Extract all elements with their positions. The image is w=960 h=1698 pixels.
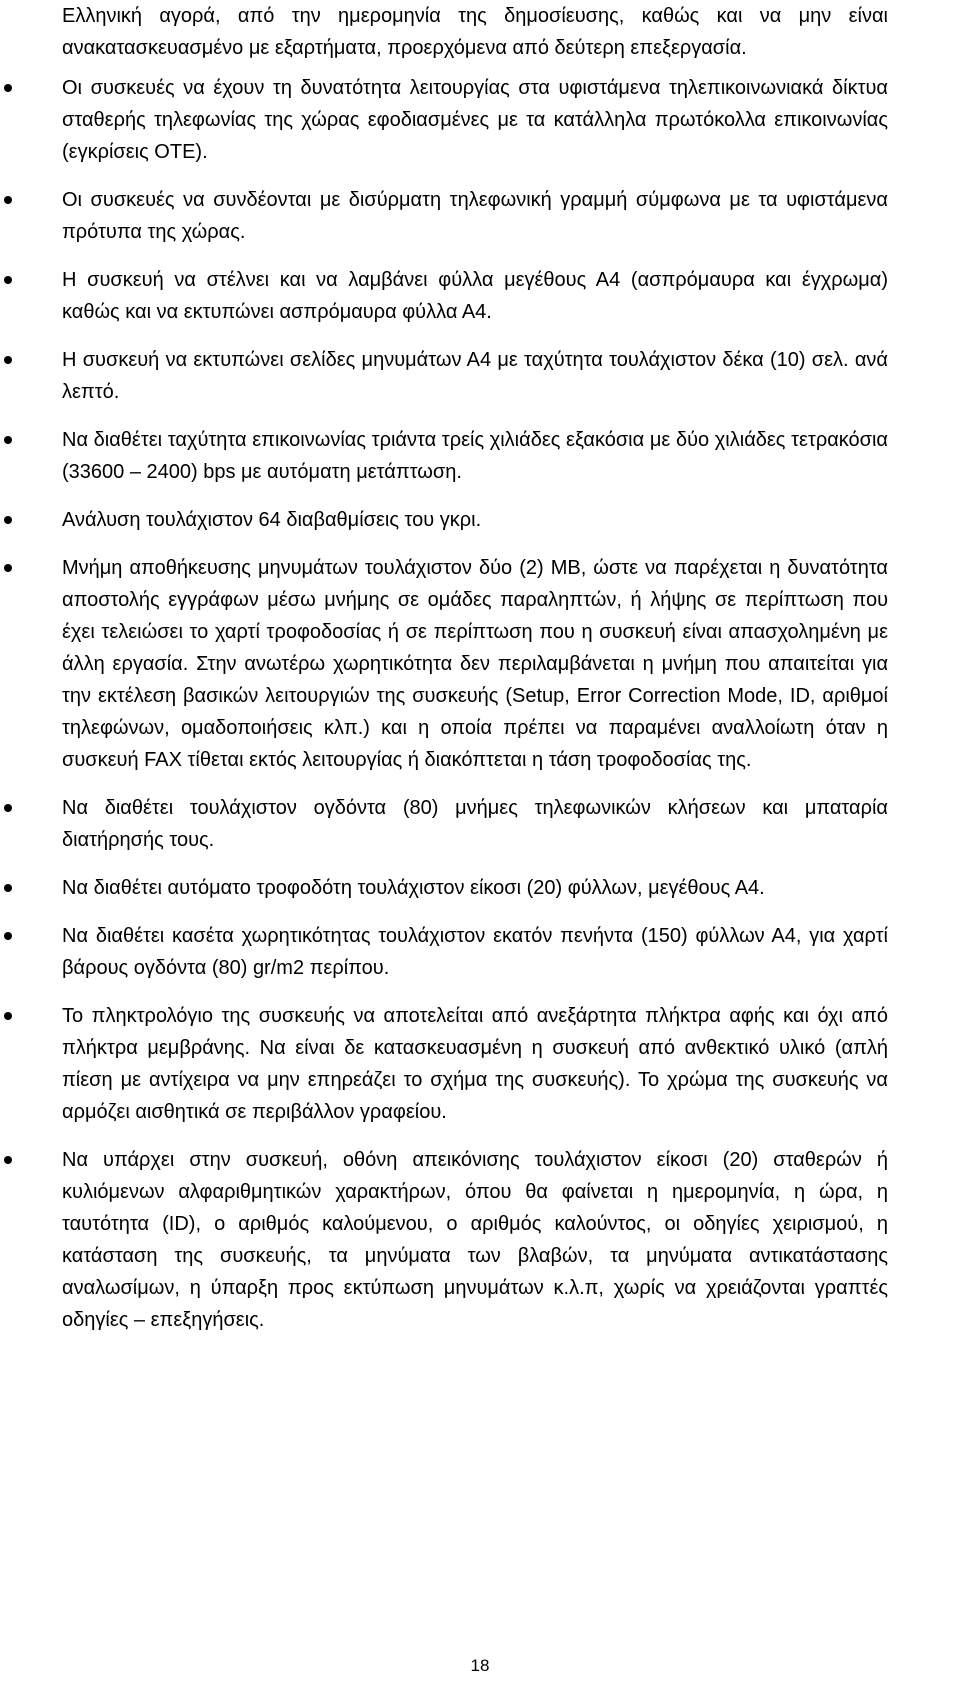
- bullet-text: Να διαθέτει κασέτα χωρητικότητας τουλάχιστον εκατόν πενήντα (150) φύλλων Α4, για χαρτί βάρους ογδόντα (80) gr/m2 περίπου.: [62, 925, 888, 979]
- bullet-text: Η συσκευή να στέλνει και να λαμβάνει φύλλα μεγέθους Α4 (ασπρόμαυρα και έγχρωμα) καθώς και να εκτυπώνει ασπρόμαυρα φύλλα Α4.: [62, 269, 888, 323]
- bullet-text: Να διαθέτει ταχύτητα επικοινωνίας τριάντα τρείς χιλιάδες εξακόσια με δύο χιλιάδες τετρακόσια (33600 – 2400) bps με αυτόματη μετάπτωση.: [62, 429, 888, 483]
- bullet-item: [0, 424, 888, 488]
- bullet-text: Οι συσκευές να έχουν τη δυνατότητα λειτουργίας στα υφιστάμενα τηλεπικοινωνιακά δίκτυα σταθερής τηλεφωνίας της χώρας εφοδιασμένες με τα κατάλληλα πρωτόκολλα επικοινωνίας (εγκρίσεις ΟΤΕ).: [62, 77, 888, 163]
- bullet-dot-icon: [4, 84, 12, 92]
- bullet-dot-icon: [4, 1156, 12, 1164]
- bullet-text: Μνήμη αποθήκευσης μηνυμάτων τουλάχιστον δύο (2) ΜΒ, ώστε να παρέχεται η δυνατότητα αποστολής εγγράφων μέσω μνήμης σε ομάδες παραληπτών, ή λήψης σε περίπτωση που έχει τελειώσει το χαρτί τροφοδοσίας ή σε περίπτωση που η συσκευή είναι απασχολημένη με άλλη εργασία. Στην ανωτέρω χωρητικότητα δεν περιλαμβάνεται η μνήμη που απαιτείται για την εκτέλεση βασικών λειτουργιών της συσκευής (Setup, Error Correction Mode, ID, αριθμοί τηλεφώνων, ομαδοποιήσεις κλπ.) και η οποία πρέπει να παραμένει αναλλοίωτη όταν η συσκευή FAX τίθεται εκτός λειτουργίας ή διακόπτεται η τάση τροφοδοσίας της.: [62, 557, 888, 771]
- bullet-item: [0, 504, 888, 536]
- bullet-dot-icon: [4, 804, 12, 812]
- bullet-dot-icon: [4, 932, 12, 940]
- bullet-dot-icon: [4, 516, 12, 524]
- bullet-text: Να διαθέτει αυτόματο τροφοδότη τουλάχιστον είκοσι (20) φύλλων, μεγέθους Α4.: [62, 877, 765, 899]
- bullet-dot-icon: [4, 356, 12, 364]
- bullet-dot-icon: [4, 436, 12, 444]
- bullet-text: Το πληκτρολόγιο της συσκευής να αποτελείται από ανεξάρτητα πλήκτρα αφής και όχι από πλήκτρα μεμβράνης. Να είναι δε κατασκευασμένη η συσκευή από ανθεκτικό υλικό (απλή πίεση με αντίχειρα να μην επηρεάζει το σχήμα της συσκευής). Το χρώμα της συσκευής να αρμόζει αισθητικά σε περιβάλλον γραφείου.: [62, 1005, 888, 1123]
- bullet-item: [0, 1000, 888, 1128]
- specification-bullet-list: [0, 72, 960, 1352]
- bullet-item: [0, 344, 888, 408]
- bullet-dot-icon: [4, 196, 12, 204]
- continuation-paragraph: Ελληνική αγορά, από την ημερομηνία της δημοσίευσης, καθώς και να μην είναι ανακατασκευασμένο με εξαρτήματα, προερχόμενα από δεύτερη επεξεργασία.: [62, 5, 888, 59]
- bullet-text: Να υπάρχει στην συσκευή, οθόνη απεικόνισης τουλάχιστον είκοσι (20) σταθερών ή κυλιόμενων αλφαριθμητικών χαρακτήρων, όπου θα φαίνεται η ημερομηνία, η ώρα, η ταυτότητα (ID), ο αριθμός καλούμενου, ο αριθμός καλούντος, οι οδηγίες χειρισμού, η κατάσταση της συσκευής, τα μηνύματα των βλαβών, τα μηνύματα αντικατάστασης αναλωσίμων, η ύπαρξη προς εκτύπωση μηνυμάτων κ.λ.π, χωρίς να χρειάζονται γραπτές οδηγίες – επεξηγήσεις.: [62, 1149, 888, 1331]
- bullet-text: Να διαθέτει τουλάχιστον ογδόντα (80) μνήμες τηλεφωνικών κλήσεων και μπαταρία διατήρησής τους.: [62, 797, 888, 851]
- bullet-dot-icon: [4, 564, 12, 572]
- bullet-item: [0, 72, 888, 168]
- page-number: 18: [470, 1656, 490, 1675]
- bullet-item: [0, 1144, 888, 1336]
- bullet-item: [0, 264, 888, 328]
- bullet-item: [0, 792, 888, 856]
- bullet-item: [0, 184, 888, 248]
- bullet-dot-icon: [4, 276, 12, 284]
- bullet-dot-icon: [4, 1012, 12, 1020]
- bullet-text: Οι συσκευές να συνδέονται με δισύρματη τηλεφωνική γραμμή σύμφωνα με τα υφιστάμενα πρότυπα της χώρας.: [62, 189, 888, 243]
- bullet-text: Η συσκευή να εκτυπώνει σελίδες μηνυμάτων Α4 με ταχύτητα τουλάχιστον δέκα (10) σελ. ανά λεπτό.: [62, 349, 888, 403]
- bullet-item: [0, 872, 888, 904]
- bullet-dot-icon: [4, 884, 12, 892]
- bullet-item: [0, 920, 888, 984]
- bullet-item: [0, 552, 888, 776]
- bullet-text: Ανάλυση τουλάχιστον 64 διαβαθμίσεις του γκρι.: [62, 509, 482, 531]
